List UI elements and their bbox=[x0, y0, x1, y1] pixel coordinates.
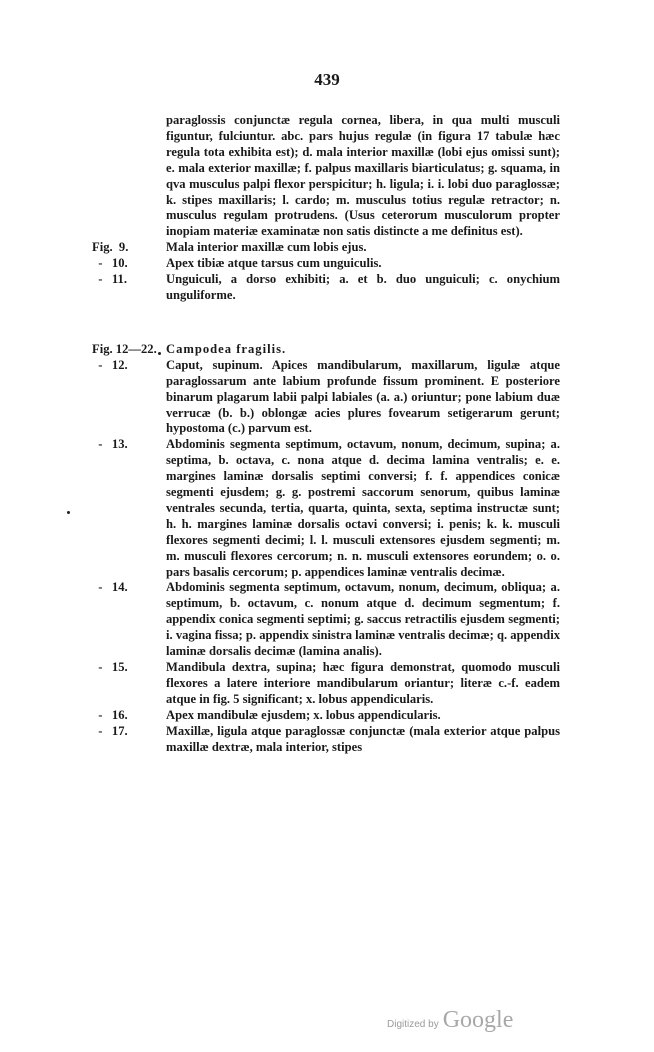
figure-number: - 14. bbox=[92, 580, 128, 595]
digitized-watermark bbox=[387, 1007, 513, 1034]
section-figure-range: Fig. 12—22. bbox=[92, 341, 157, 356]
figure-entry bbox=[92, 580, 560, 660]
figure-list-b bbox=[92, 358, 560, 756]
figure-number: - 17. bbox=[92, 723, 128, 738]
figure-entry bbox=[92, 256, 560, 272]
figure-entry bbox=[92, 240, 560, 256]
figure-entry bbox=[92, 358, 560, 438]
figure-number: - 16. bbox=[92, 707, 128, 722]
figure-number: - 15. bbox=[92, 660, 128, 674]
figure-caption: Caput, supinum. Apices mandibularum, maxillarum, ligulæ atque paraglossarum ante labium profunde fissum prominent. E posteriore binarum plagarum labii palpi labiales (a. a.) oriuntur; pone labium duæ verrucæ (b. b.) oblongæ acies plures fovearum setigerarum gerunt; hypostoma (c.) parvum est. bbox=[166, 357, 560, 436]
watermark-prefix: Digitized by bbox=[387, 1019, 439, 1030]
figure-caption: Apex tibiæ atque tarsus cum unguiculis. bbox=[166, 256, 382, 271]
figure-entry bbox=[92, 660, 560, 708]
figure-caption: Maxillæ, ligula atque paraglossæ conjunctæ (mala exterior atque palpus maxillæ dextræ, mala interior, stipes bbox=[166, 723, 560, 754]
figure-number: - 13. bbox=[92, 437, 128, 452]
figure-number: - 11. bbox=[92, 272, 127, 287]
section-heading bbox=[92, 342, 560, 358]
figure-entry bbox=[92, 437, 560, 580]
figure-number: - 12. bbox=[92, 357, 128, 372]
figure-entry bbox=[92, 724, 560, 756]
figure-entry bbox=[92, 272, 560, 304]
species-title: Campodea fragilis. bbox=[166, 341, 287, 356]
figure-caption: Mala interior maxillæ cum lobis ejus. bbox=[166, 240, 367, 255]
page-number: 439 bbox=[314, 70, 340, 89]
figure-caption: Apex mandibulæ ejusdem; x. lobus appendicularis. bbox=[166, 707, 441, 722]
figure-entry bbox=[92, 708, 560, 724]
page-body bbox=[92, 113, 560, 755]
ink-speck bbox=[67, 511, 70, 514]
figure-number: - 10. bbox=[92, 256, 128, 271]
figure-caption: Abdominis segmenta septimum, octavum, nonum, decimum, supina; a. septima, b. octava, c. nona atque d. decima lamina ventralis; e. e. margines laminæ dorsalis septimi conversi; f. f. appendices conicæ segmenti ejusdem; g. g. postremi saccorum senorum, quibus laminæ ventrales secunda, tertia, quarta, quinta, sexta, septima instructæ sunt; h. h. margines laminæ dorsalis octavi conversi; i. penis; k. k. musculi flexores segmenti decimi; l. l. musculi extensores ejusdem segmenti; m. m. musculi flexores cercorum; n. n. musculi extensores eorundem; o. o. pars basalis cercorum; p. appendices laminæ ventralis decimæ. bbox=[166, 437, 560, 579]
figure-caption: Unguiculi, a dorso exhibiti; a. et b. duo unguiculi; c. onychium unguliforme. bbox=[166, 272, 560, 302]
figure-caption: Mandibula dextra, supina; hæc figura demonstrat, quomodo musculi flexores a latere interiore mandibularum oriantur; literæ c.-f. eadem atque in fig. 5 significant; x. lobus appendicularis. bbox=[166, 660, 560, 706]
google-logo: Google bbox=[442, 1007, 514, 1033]
figure-list-a bbox=[92, 240, 560, 304]
figure-number: Fig. 9. bbox=[92, 240, 129, 255]
intro-paragraph: paraglossis conjunctæ regula cornea, libera, in qua multi musculi figuntur, fulciuntur. abc. pars hujus regulæ (in figura 17 tabulæ hæc regula tota exhibita est); d. mala interior maxillæ (lobi ejus omissi sunt); e. mala exterior maxillæ; f. palpus maxillaris biarticulatus; g. squama, in qva musculus palpi flexor perspicitur; h. ligula; i. i. lobi duo paraglossæ; k. stipes maxillaris; l. cardo; m. musculus totius regulæ retractor; n. musculus regulam protrudens. (Usus ceterorum musculorum propter inopiam materiæ examinatæ non satis distincte a me definitus est). bbox=[166, 113, 560, 239]
figure-caption: Abdominis segmenta septimum, octavum, nonum, decimum, obliqua; a. septimum, b. octavum, c. nonum atque d. decimum segmentum; f. appendix conica segmenti septimi; g. saccus retractilis ejusdem segmenti; i. vagina fissa; p. appendix sinistra laminæ ventralis decimæ; q. appendix laminæ dorsalis decimæ (lamina analis). bbox=[166, 580, 560, 659]
